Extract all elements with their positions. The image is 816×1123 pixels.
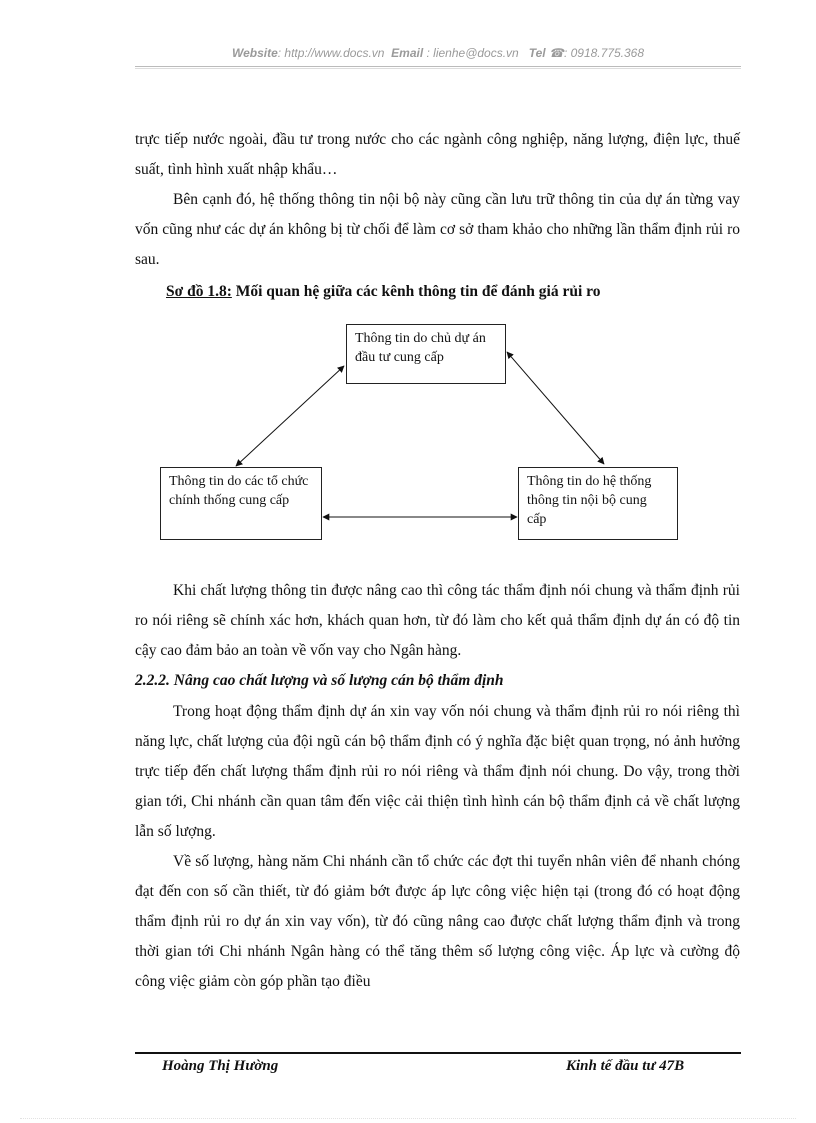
diagram-caption-label: Sơ đồ 1.8: xyxy=(166,283,232,300)
footer-class: Kinh tế đầu tư 47B xyxy=(566,1058,685,1074)
paragraph-info-quality: Khi chất lượng thông tin được nâng cao thì công tác thẩm định nói chung và thẩm định rủi ro nói riêng sẽ chính xác hơn, khách quan hơn, từ đó làm cho kết quả thẩm định dự án có độ tin cậy cao đảm bảo an toàn về vốn vay cho Ngân hàng. xyxy=(135,582,740,659)
website-label: Website xyxy=(231,46,278,60)
diagram-box-official-info: Thông tin do các tổ chức chính thống cung cấp xyxy=(160,467,322,540)
footer-divider xyxy=(135,1052,741,1054)
section-heading: 2.2.2. Nâng cao chất lượng và số lượng cán bộ thẩm định xyxy=(135,672,504,689)
paragraph-staff-quality: Trong hoạt động thẩm định dự án xin vay vốn nói chung và thẩm định rủi ro nói riêng thì năng lực, chất lượng của đội ngũ cán bộ thẩm định có ý nghĩa đặc biệt quan trọng, nó ảnh hưởng trực tiếp đến chất lượng thẩm định rủi ro nói riêng và thẩm định nói chung. Do vậy, trong thời gian tới, Chi nhánh cần quan tâm đến việc cải thiện tình hình cán bộ thẩm định cả về chất lượng lẫn số lượng. xyxy=(135,703,740,840)
paragraph-staff-quantity: Về số lượng, hàng năm Chi nhánh cần tổ chức các đợt thi tuyển nhân viên để nhanh chóng đạt đến con số cần thiết, từ đó giảm bớt được áp lực công việc hiện tại (trong đó có hoạt động thẩm định rủi ro dự án xin vay vốn), từ đó cũng nâng cao được chất lượng thẩm định và trong thời gian tới Chi nhánh Ngân hàng có thể tăng thêm số lượng công việc. Áp lực và cường độ công việc giảm còn góp phần tạo điều xyxy=(135,853,740,990)
tel-label: Tel xyxy=(528,46,546,60)
tel-value: ☎: 0918.775.368 xyxy=(549,46,645,60)
page-bottom-border xyxy=(20,1118,796,1119)
arrow-top-right xyxy=(507,352,604,464)
footer-author: Hoàng Thị Hường xyxy=(162,1058,279,1074)
diagram-box-investor-info: Thông tin do chủ dự án đầu tư cung cấp xyxy=(346,324,506,384)
paragraph-internal-info: Bên cạnh đó, hệ thống thông tin nội bộ này cũng cần lưu trữ thông tin của dự án từng vay vốn cũng như các dự án không bị từ chối để làm cơ sở tham khảo cho những lần thẩm định rủi ro sau. xyxy=(135,191,740,268)
website-value[interactable]: : http://www.docs.vn xyxy=(277,46,385,60)
diagram-box-internal-info: Thông tin do hệ thống thông tin nội bộ cung cấp xyxy=(518,467,678,540)
paragraph-intro-continued: trực tiếp nước ngoài, đầu tư trong nước cho các ngành công nghiệp, năng lượng, điện lực, thuế suất, tình hình xuất nhập khẩu… xyxy=(135,131,740,178)
diagram-caption-title: Mối quan hệ giữa các kênh thông tin để đánh giá rủi ro xyxy=(231,283,601,300)
email-label: Email xyxy=(391,46,424,60)
email-value[interactable]: : lienhe@docs.vn xyxy=(426,46,519,60)
arrow-top-left xyxy=(236,366,344,466)
